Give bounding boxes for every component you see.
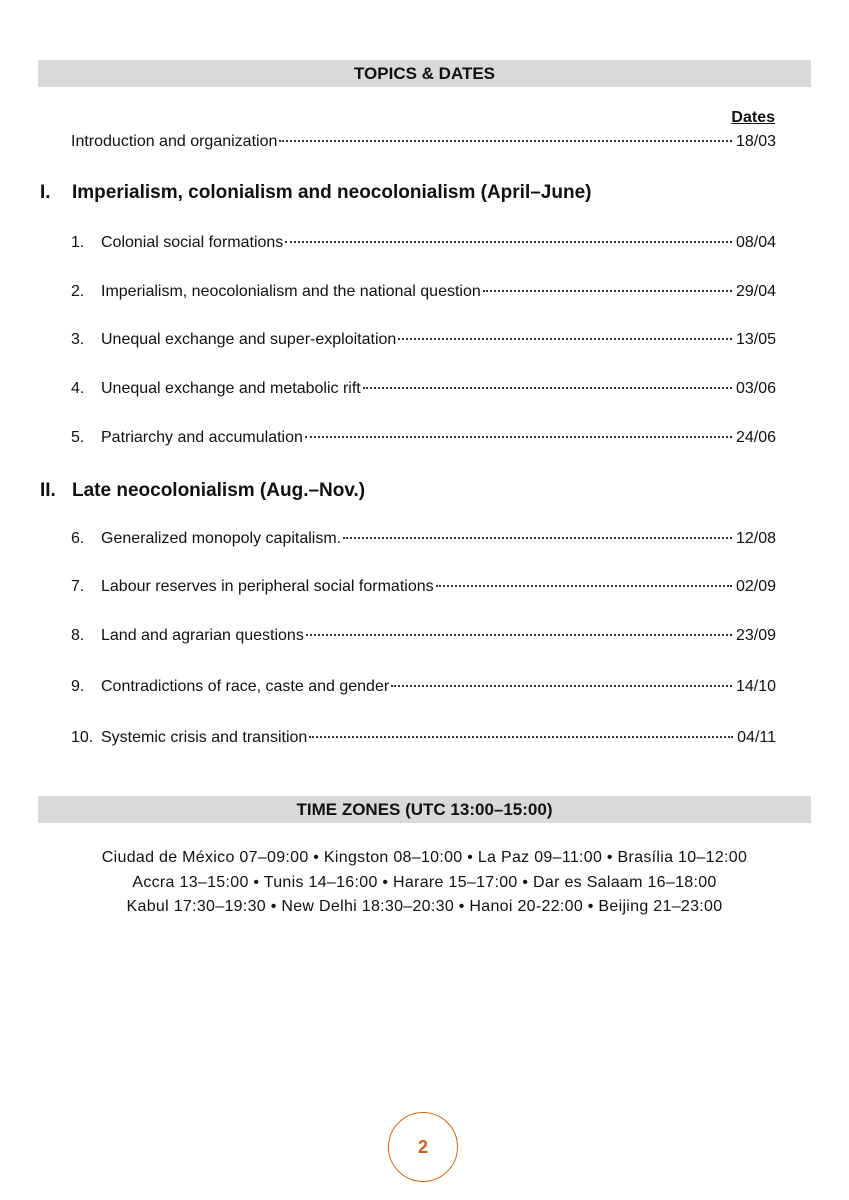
toc-label: Contradictions of race, caste and gender bbox=[101, 678, 390, 695]
toc-label: Land and agrarian questions bbox=[101, 627, 304, 644]
toc-row bbox=[71, 380, 776, 402]
timezones-line: Ciudad de México 07–09:00 • Kingston 08–10:00 • La Paz 09–11:00 • Brasília 10–12:00 bbox=[101, 849, 748, 866]
dot-leader bbox=[279, 140, 732, 142]
toc-number: 7. bbox=[71, 578, 85, 595]
dot-leader bbox=[483, 290, 732, 292]
toc-row bbox=[71, 729, 776, 751]
toc-label: Patriarchy and accumulation bbox=[101, 429, 303, 446]
toc-date: 13/05 bbox=[735, 331, 776, 348]
toc-number: 1. bbox=[71, 234, 85, 251]
section-numeral: I. bbox=[40, 182, 51, 203]
section-title: Imperialism, colonialism and neocolonialism (April–June) bbox=[72, 182, 592, 203]
toc-number: 8. bbox=[71, 627, 85, 644]
dot-leader bbox=[285, 241, 732, 243]
toc-row bbox=[71, 627, 776, 649]
dot-leader bbox=[343, 537, 732, 539]
toc-row bbox=[71, 530, 776, 552]
toc-row bbox=[71, 283, 776, 305]
toc-row bbox=[71, 578, 776, 600]
dot-leader bbox=[309, 736, 733, 738]
toc-number: 6. bbox=[71, 530, 85, 547]
toc-date: 23/09 bbox=[735, 627, 776, 644]
toc-number: 10. bbox=[71, 729, 94, 746]
dot-leader bbox=[391, 685, 732, 687]
toc-row bbox=[71, 429, 776, 451]
dot-leader bbox=[363, 387, 732, 389]
toc-label: Introduction and organization bbox=[71, 133, 278, 150]
toc-label: Unequal exchange and metabolic rift bbox=[101, 380, 361, 397]
toc-label: Systemic crisis and transition bbox=[101, 729, 308, 746]
section-numeral: II. bbox=[40, 480, 56, 501]
toc-number: 2. bbox=[71, 283, 85, 300]
toc-row-intro bbox=[71, 133, 776, 155]
toc-date: 14/10 bbox=[735, 678, 776, 695]
toc-row bbox=[71, 331, 776, 353]
dates-column-header: Dates bbox=[731, 109, 775, 126]
toc-label: Labour reserves in peripheral social formations bbox=[101, 578, 434, 595]
toc-date: 04/11 bbox=[737, 729, 776, 746]
timezones-line: Kabul 17:30–19:30 • New Delhi 18:30–20:30 • Hanoi 20-22:00 • Beijing 21–23:00 bbox=[126, 898, 723, 915]
toc-number: 5. bbox=[71, 429, 85, 446]
topics-header-title: TOPICS & DATES bbox=[353, 63, 496, 83]
timezones-header-bar bbox=[38, 796, 811, 823]
toc-date: 08/04 bbox=[735, 234, 776, 251]
toc-number: 4. bbox=[71, 380, 85, 397]
toc-date: 02/09 bbox=[735, 578, 776, 595]
toc-label: Generalized monopoly capitalism. bbox=[101, 530, 342, 547]
toc-date: 18/03 bbox=[735, 133, 776, 150]
dot-leader bbox=[305, 436, 732, 438]
toc-label: Colonial social formations bbox=[101, 234, 284, 251]
dot-leader bbox=[398, 338, 732, 340]
toc-label: Imperialism, neocolonialism and the national question bbox=[101, 283, 481, 300]
timezones-header-title: TIME ZONES (UTC 13:00–15:00) bbox=[296, 799, 553, 819]
toc-number: 3. bbox=[71, 331, 85, 348]
dot-leader bbox=[436, 585, 732, 587]
toc-date: 12/08 bbox=[735, 530, 776, 547]
toc-date: 03/06 bbox=[735, 380, 776, 397]
toc-label: Unequal exchange and super-exploitation bbox=[101, 331, 397, 348]
topics-header-bar bbox=[38, 60, 811, 87]
page-number: 2 bbox=[417, 1136, 428, 1157]
section-heading-1 bbox=[40, 182, 591, 204]
toc-row bbox=[71, 234, 776, 256]
page-number-badge bbox=[388, 1112, 458, 1182]
toc-date: 24/06 bbox=[735, 429, 776, 446]
timezones-line: Accra 13–15:00 • Tunis 14–16:00 • Harare 15–17:00 • Dar es Salaam 16–18:00 bbox=[132, 873, 717, 891]
dot-leader bbox=[306, 634, 732, 636]
section-heading-2 bbox=[40, 480, 365, 502]
toc-date: 29/04 bbox=[735, 283, 776, 300]
section-title: Late neocolonialism (Aug.–Nov.) bbox=[72, 480, 366, 501]
toc-number: 9. bbox=[71, 678, 85, 695]
timezones-list bbox=[0, 846, 849, 920]
toc-row bbox=[71, 678, 776, 700]
